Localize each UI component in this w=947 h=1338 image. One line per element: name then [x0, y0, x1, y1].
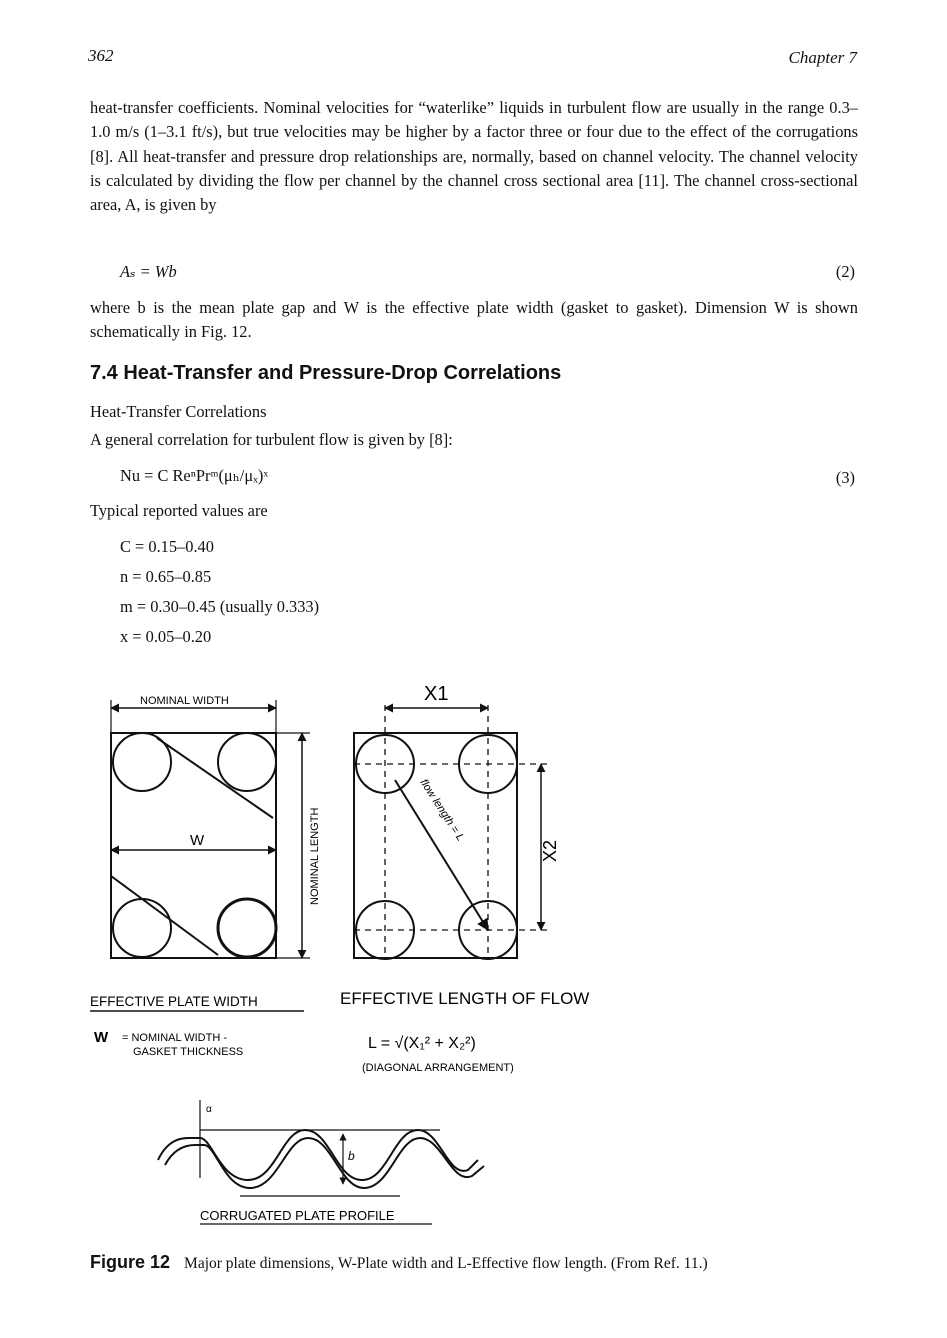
effective-length-caption: EFFECTIVE LENGTH OF FLOW: [340, 989, 590, 1008]
figure-caption: [90, 1252, 708, 1273]
page-number: 362: [88, 46, 114, 65]
effective-plate-width-caption: EFFECTIVE PLATE WIDTH: [90, 994, 258, 1009]
alpha-label: α: [206, 1104, 212, 1115]
x2-label: X2: [540, 839, 560, 862]
b-label: b: [348, 1149, 355, 1163]
diagonal-arrangement-note: (DIAGONAL ARRANGEMENT): [362, 1062, 514, 1074]
figure-caption-text: Major plate dimensions, W-Plate width and L-Effective flow length. (From Ref. 11.): [184, 1255, 708, 1272]
figure-number: Figure 12: [90, 1252, 171, 1272]
section-title: 7.4 Heat-Transfer and Pressure-Drop Correlations: [90, 362, 562, 384]
chapter-header: Chapter 7: [788, 48, 857, 67]
nominal-width-label: NOMINAL WIDTH: [140, 695, 229, 707]
typical-values-intro: Typical reported values are: [90, 501, 268, 520]
value-n: n = 0.65–0.85: [120, 567, 212, 586]
corrugated-profile-caption: CORRUGATED PLATE PROFILE: [200, 1208, 395, 1223]
value-x: x = 0.05–0.20: [120, 627, 212, 646]
equation-3-number: (3): [835, 468, 855, 487]
formula-line-1: = NOMINAL WIDTH -: [122, 1032, 228, 1044]
flow-length-label: flow length = L: [417, 777, 467, 844]
intro-paragraph: heat-transfer coefficients. Nominal velocities for “waterlike” liquids in turbulent flow are usually in the range 0.3–1.0 m/s (1–3.1 ft/s), but true velocities may be higher by a factor three or four due to the effect of the corrugations [8]. All heat-transfer and pressure drop relationships are, normally, based on channel velocity. The channel velocity is calculated by dividing the flow per channel by the channel cross sectional area [11]. The channel cross-sectional area, A, is given by: [90, 98, 858, 215]
equation-2-number: (2): [835, 262, 855, 281]
left-plate-diagram: [111, 700, 310, 958]
value-m: m = 0.30–0.45 (usually 0.333): [120, 597, 320, 616]
nominal-length-label: NOMINAL LENGTH: [309, 807, 321, 905]
value-c: C = 0.15–0.40: [120, 537, 214, 556]
equation-2: Aₛ = Wb: [120, 262, 177, 281]
x1-label: X1: [424, 683, 449, 705]
formula-w: W: [94, 1029, 109, 1046]
figure-12: [0, 670, 947, 1250]
equation-3: Nu = C ReⁿPrᵐ(μₕ/μₓ)ˣ: [120, 466, 269, 485]
paragraph-2: where b is the mean plate gap and W is the effective plate width (gasket to gasket). Dimension W is shown schematically in Fig. 12.: [90, 298, 858, 342]
subheading: Heat-Transfer Correlations: [90, 402, 267, 421]
correlation-intro: A general correlation for turbulent flow is given by [8]:: [90, 430, 453, 449]
length-formula: L = √(X₁² + X₂²): [368, 1035, 476, 1052]
w-label: W: [190, 832, 205, 849]
formula-line-2: GASKET THICKNESS: [133, 1046, 244, 1058]
